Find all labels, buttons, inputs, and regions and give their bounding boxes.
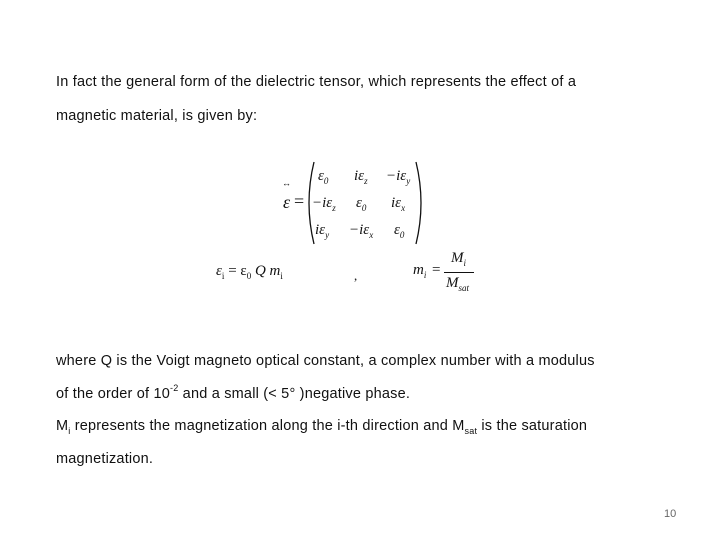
- fraction-denominator: $M_{sat}$: [446, 275, 470, 293]
- magnetization-line-2: magnetization.: [56, 451, 154, 467]
- intro-line-2: magnetic material, is given by:: [56, 108, 258, 124]
- tensor-symbol: ε: [283, 192, 291, 212]
- intro-line-1: In fact the general form of the dielectric tensor, which represents the effect of a: [56, 74, 577, 90]
- epsilon-i-equation: $\varepsilon_i = \varepsilon_0$ Q $m_i$: [216, 263, 283, 281]
- voigt-line-1: where Q is the Voigt magneto optical constant, a complex number with a modulus: [56, 353, 595, 369]
- magnetization-line-1: $M_i$ represents the magnetization along the i-th direction and $M_{sat}$ is the saturation: [56, 418, 588, 436]
- matrix-cell-r2c1: $-i\varepsilon_z$: [312, 195, 336, 213]
- fraction-lhs: $m_i$: [413, 262, 427, 280]
- matrix-cell-r2c2: $\varepsilon_0$: [356, 195, 367, 213]
- matrix-cell-r3c1: $i\varepsilon_y$: [315, 222, 330, 240]
- tensor-accent: ↔: [282, 178, 291, 188]
- voigt-line-2: of the order of $10^{-2}$ and a small (< 5° )negative phase.: [56, 383, 411, 402]
- matrix-cell-r1c3: $-i\varepsilon_y$: [386, 168, 411, 186]
- fraction-equals: =: [432, 262, 441, 278]
- page-number: 10: [664, 508, 677, 520]
- matrix-cell-r2c3: $i\varepsilon_x$: [391, 195, 406, 213]
- fraction-numerator: $M_i$: [451, 250, 467, 268]
- matrix-cell-r3c2: $-i\varepsilon_x$: [349, 222, 374, 240]
- equation-separator: ,: [354, 268, 358, 283]
- matrix-cell-r1c1: $\varepsilon_0$: [318, 168, 329, 186]
- matrix-cell-r3c3: $\varepsilon_0$: [394, 222, 405, 240]
- tensor-equals: =: [294, 191, 305, 211]
- fraction-bar: [444, 272, 474, 273]
- matrix-cell-r1c2: $i\varepsilon_z$: [354, 168, 368, 186]
